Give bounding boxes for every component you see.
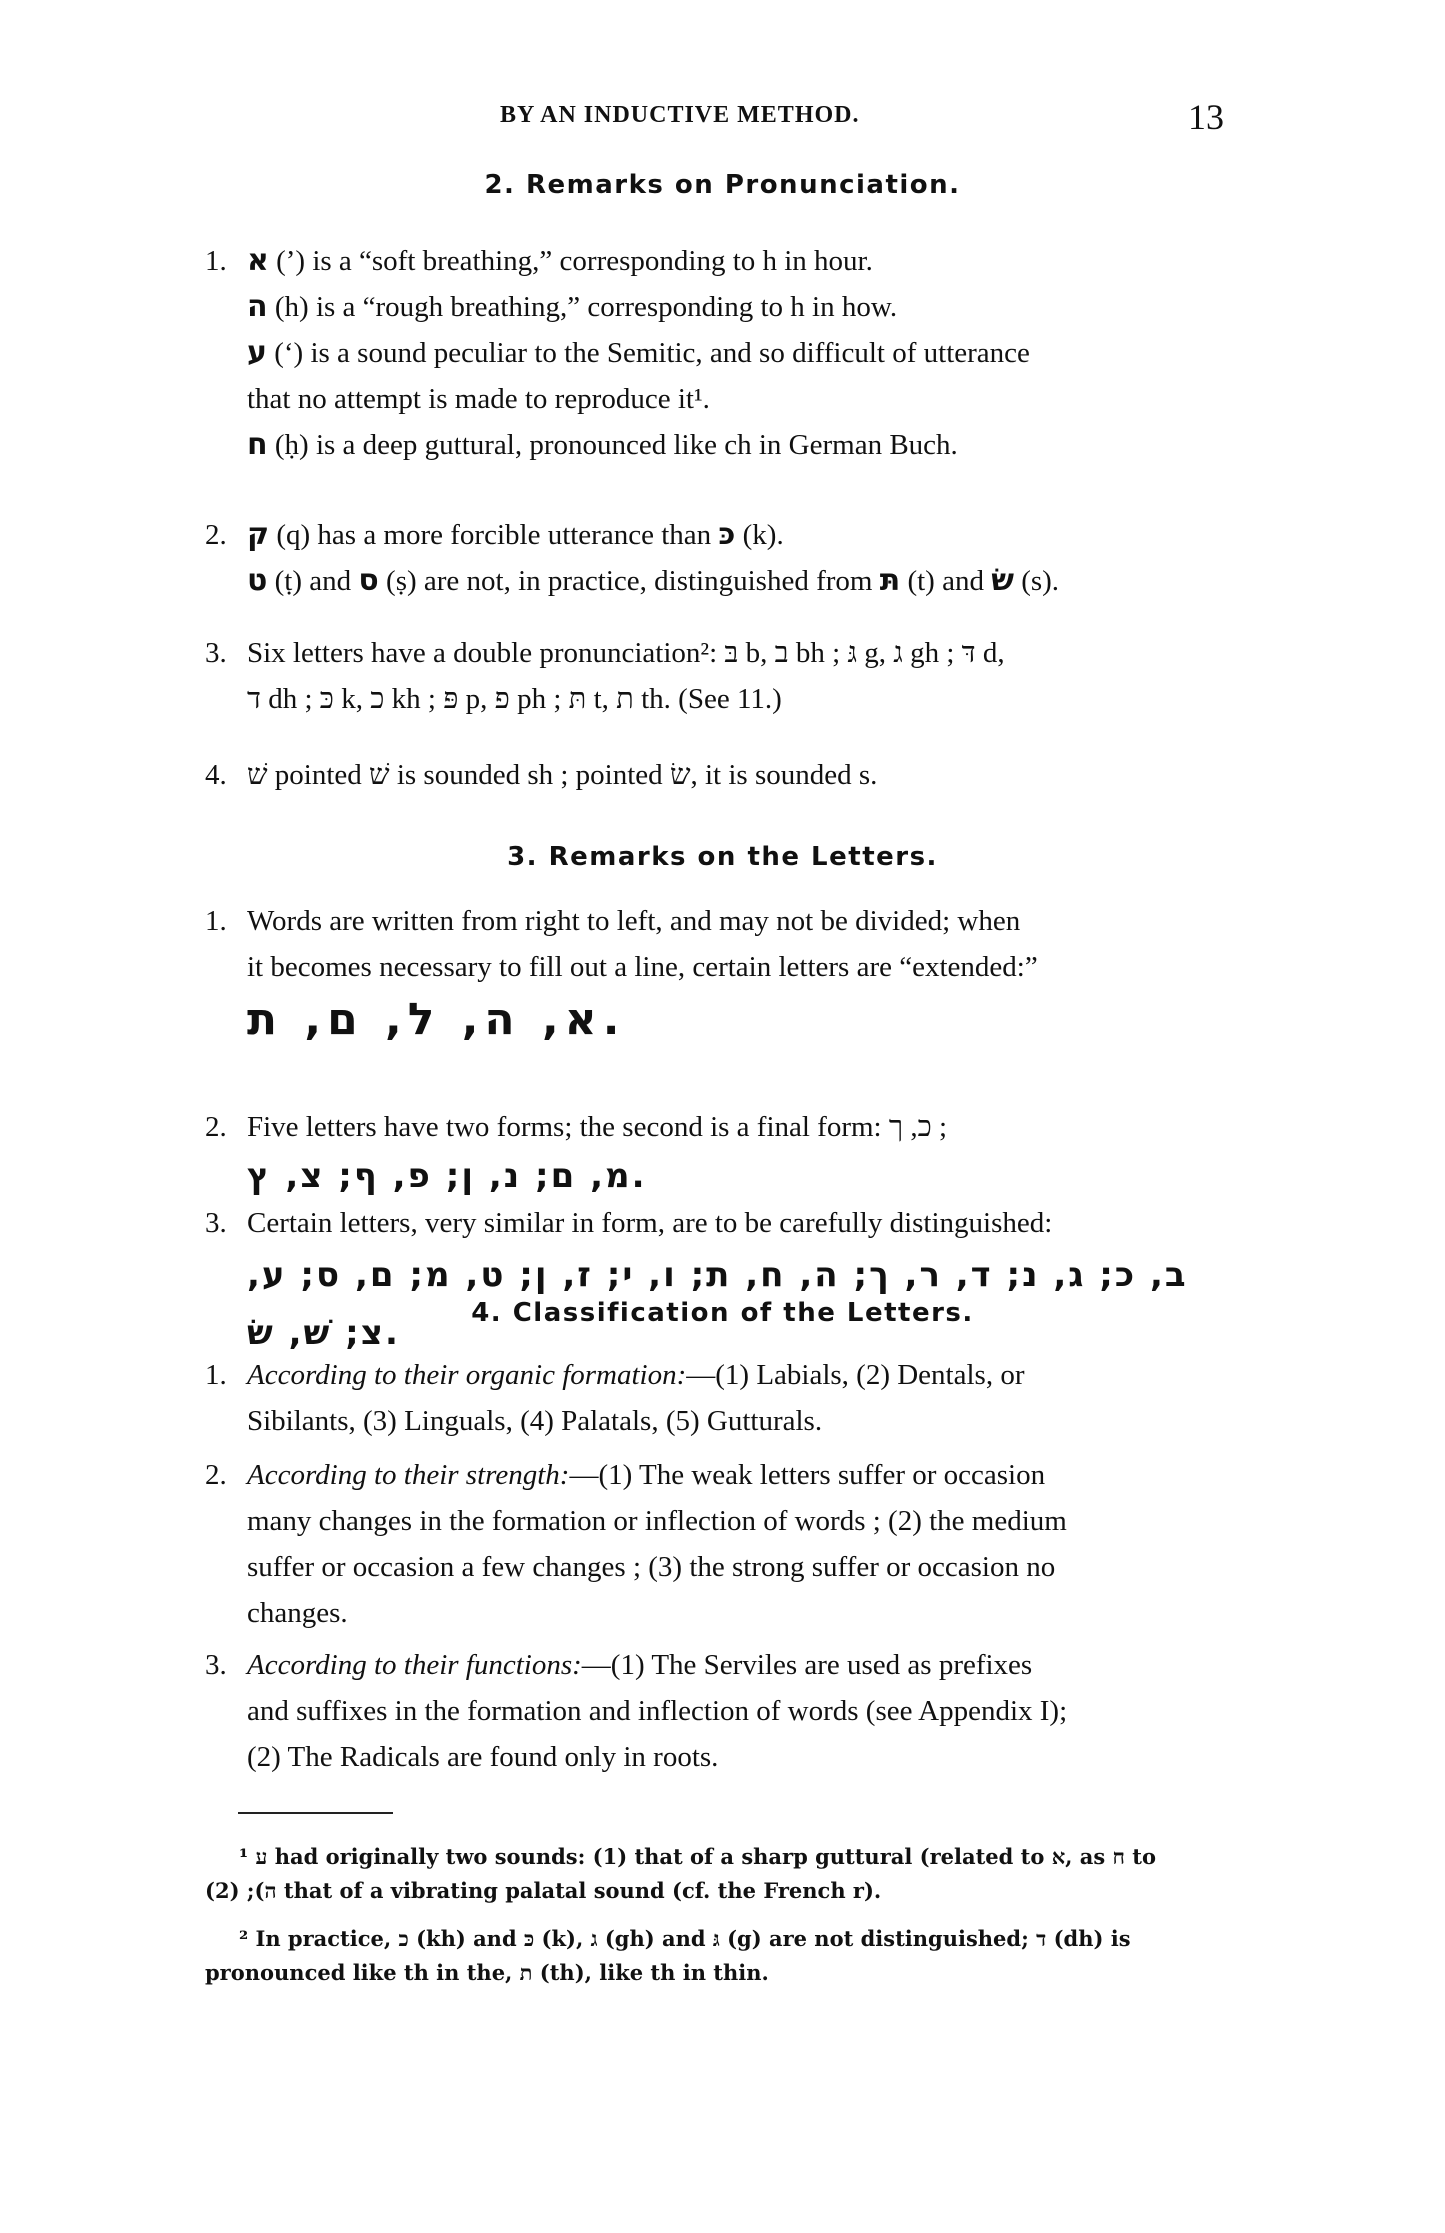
pron-text: (q) has a more forcible utterance than xyxy=(276,519,712,551)
class-lead: According to their functions: xyxy=(247,1649,582,1681)
class-line: suffer or occasion a few changes ; (3) the strong suffer or occasion no xyxy=(247,1551,1056,1583)
pronunciation-item-1 xyxy=(205,238,1235,468)
item-number: 3. xyxy=(205,637,227,669)
item-number: 3. xyxy=(205,1649,227,1681)
hebrew-letter: ע xyxy=(247,335,267,370)
letters-item-1 xyxy=(205,898,1235,1050)
class-line: and suffixes in the formation and inflection of words (see Appendix I); xyxy=(247,1695,1068,1727)
section-heading-letters: 3. Remarks on the Letters. xyxy=(507,842,938,872)
pron-text: (ḥ) is a deep guttural, pronounced like ch in German Buch. xyxy=(274,429,958,461)
pronunciation-item-2 xyxy=(205,512,1235,604)
letters-line: Words are written from right to left, and may not be divided; when xyxy=(247,905,1021,937)
item-number: 2. xyxy=(205,519,227,551)
pron-line: Six letters have a double pronunciation²: בּ b, ב bh ; גּ g, ג gh ; דּ d, xyxy=(247,637,1005,669)
footnote-line: ² In practice, כ (kh) and כּ (k), ג (gh) and גּ (g) are not distinguished; ד (dh) is xyxy=(239,1926,1131,1951)
item-number: 1. xyxy=(205,905,227,937)
class-line xyxy=(247,1352,1235,1398)
footnote-line: ¹ ע had originally two sounds: (1) that of a sharp guttural (related to א, as ח to xyxy=(239,1844,1157,1869)
class-text: —(1) The weak letters suffer or occasion xyxy=(569,1459,1046,1491)
footnote-line: ה); (2) that of a vibrating palatal sound (cf. the French r). xyxy=(205,1878,882,1903)
pron-text: (s). xyxy=(1021,565,1060,597)
item-number: 1. xyxy=(205,245,227,277)
pronunciation-item-3 xyxy=(205,630,1235,722)
hebrew-letter: שׂ xyxy=(991,563,1014,598)
hebrew-letter: ה xyxy=(247,289,268,324)
pron-text: that no attempt is made to reproduce it¹. xyxy=(247,383,710,415)
pron-line xyxy=(247,422,1235,468)
pron-line xyxy=(247,238,1235,284)
pron-line xyxy=(247,376,1235,422)
footnote-1 xyxy=(205,1840,1235,1908)
class-line: changes. xyxy=(247,1597,348,1629)
hebrew-letter: כּ xyxy=(718,517,736,552)
pronunciation-item-4 xyxy=(205,752,1235,798)
item-number: 2. xyxy=(205,1111,227,1143)
hebrew-letter: א xyxy=(247,243,269,278)
item-number: 4. xyxy=(205,759,227,791)
item-number: 3. xyxy=(205,1207,227,1239)
class-line: (2) The Radicals are found only in roots. xyxy=(247,1741,719,1773)
pron-text: (ṣ) are not, in practice, distinguished from xyxy=(386,565,873,597)
pron-text: (t) and xyxy=(907,565,984,597)
pron-text: (ʼ) is a “soft breathing,” corresponding to h in hour. xyxy=(276,245,873,277)
pron-text: (h) is a “rough breathing,” corresponding to h in how. xyxy=(274,291,898,323)
item-number: 2. xyxy=(205,1459,227,1491)
footnote-rule xyxy=(238,1812,393,1814)
extended-letters: א, ה, ל, ם, ת. xyxy=(247,994,626,1045)
class-line xyxy=(247,1452,1235,1498)
pron-line xyxy=(247,558,1235,604)
classification-item-2 xyxy=(205,1452,1235,1636)
class-line: Sibilants, (3) Linguals, (4) Palatals, (5) Gutturals. xyxy=(247,1405,823,1437)
classification-item-3 xyxy=(205,1642,1235,1780)
classification-item-1 xyxy=(205,1352,1235,1444)
section-heading-pronunciation: 2. Remarks on Pronunciation. xyxy=(484,170,961,200)
class-line: many changes in the formation or inflection of words ; (2) the medium xyxy=(247,1505,1067,1537)
letters-item-2 xyxy=(205,1104,1235,1202)
hebrew-letter: ס xyxy=(358,563,379,598)
pron-line: ד dh ; כּ k, כ kh ; פּ p, פ ph ; תּ t, ת th. (See 11.) xyxy=(247,683,782,715)
footnote-2 xyxy=(205,1922,1235,1990)
hebrew-letter: תּ xyxy=(879,563,901,598)
item-number: 1. xyxy=(205,1359,227,1391)
final-forms: מ, ם; נ, ן; פ, ף; צ, ץ. xyxy=(247,1156,647,1196)
pron-line xyxy=(247,512,1235,558)
running-header xyxy=(0,96,1445,136)
running-title: BY AN INDUCTIVE METHOD. xyxy=(500,102,860,128)
class-text: —(1) Labials, (2) Dentals, or xyxy=(686,1359,1025,1391)
hebrew-letter: ח xyxy=(247,427,268,462)
hebrew-letter: ט xyxy=(247,563,268,598)
class-lead: According to their strength: xyxy=(247,1459,570,1491)
pron-text: (ṭ) and xyxy=(274,565,352,597)
class-lead: According to their organic formation: xyxy=(247,1359,687,1391)
class-line xyxy=(247,1642,1235,1688)
footnote-line: pronounced like th in the, ת (th), like th in thin. xyxy=(205,1960,769,1985)
section-heading-classification: 4. Classification of the Letters. xyxy=(471,1298,974,1328)
letters-item-3 xyxy=(205,1200,1235,1362)
hebrew-letter: ק xyxy=(247,517,270,552)
similar-letters: ב, כ; ג, נ; ד, ר, ך; ה, ח, ת; ו, י; ז, ן; ט, מ; ם, ס; ע, צ; שׁ, שׂ. xyxy=(247,1255,1188,1353)
letters-line: it becomes necessary to fill out a line, certain letters are “extended:” xyxy=(247,951,1038,983)
letters-line: Five letters have two forms; the second is a final form: כ, ך ; xyxy=(247,1111,948,1143)
pron-text: (ʻ) is a sound peculiar to the Semitic, and so difficult of utterance xyxy=(274,337,1030,369)
letters-line: Certain letters, very similar in form, are to be carefully distinguished: xyxy=(247,1207,1053,1239)
pron-text: (k). xyxy=(742,519,784,551)
class-text: —(1) The Serviles are used as prefixes xyxy=(581,1649,1033,1681)
pron-line xyxy=(247,330,1235,376)
page-number: 13 xyxy=(1188,97,1224,137)
pron-line xyxy=(247,284,1235,330)
pron-line: שׁ pointed שׁ is sounded sh ; pointed שׂ, it is sounded s. xyxy=(247,759,878,791)
